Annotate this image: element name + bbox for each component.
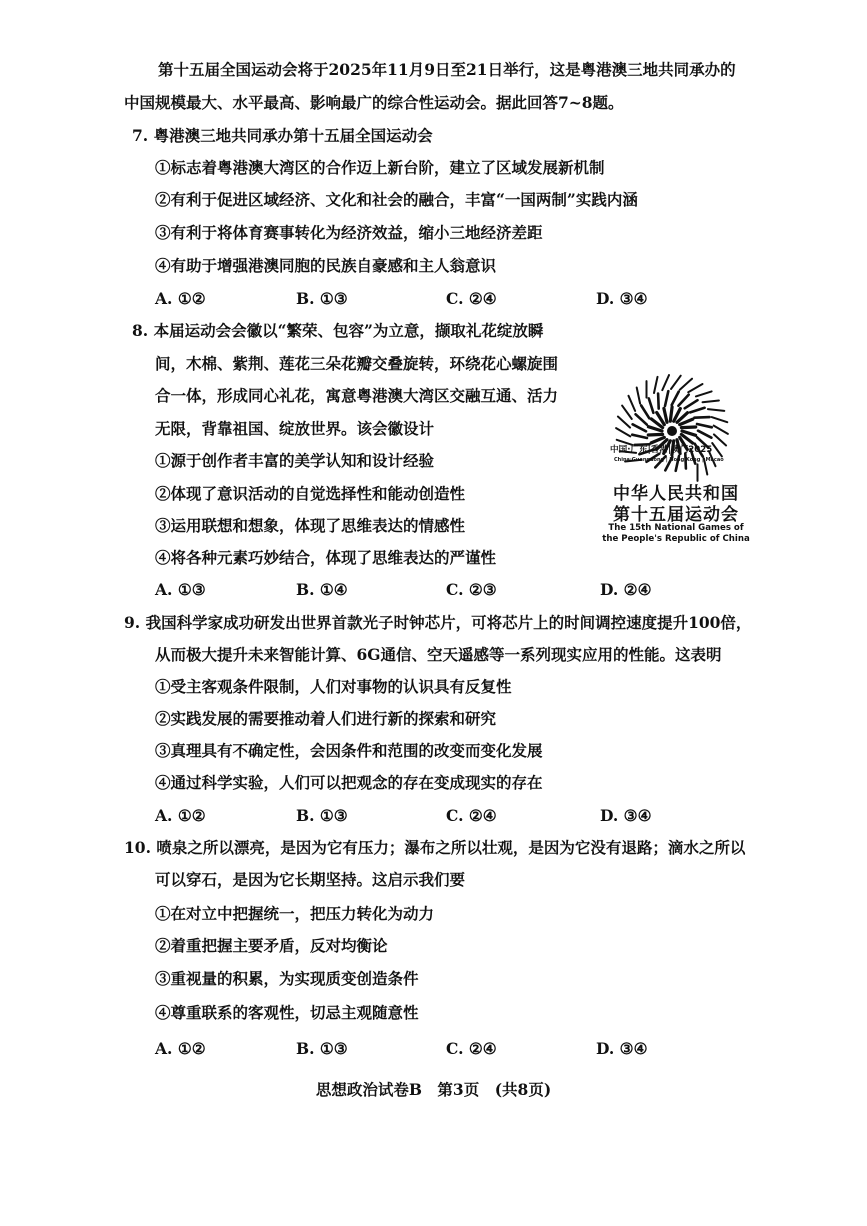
q8-option-c[interactable]: C. ②③ <box>446 580 497 599</box>
q10-option-a[interactable]: A. ①② <box>155 1039 206 1058</box>
q10-option-c[interactable]: C. ②④ <box>446 1039 497 1058</box>
emblem-petal <box>714 434 726 445</box>
emblem-petal <box>636 414 647 424</box>
q7-option-c[interactable]: C. ②④ <box>446 289 497 308</box>
q9-option-c[interactable]: C. ②④ <box>446 806 497 825</box>
emblem-place-zh: 中国·广东|香港|澳门2025 <box>610 445 713 455</box>
emblem-petal <box>637 388 640 404</box>
q10-stem-1: 10. 喷泉之所以漂亮，是因为它有压力；瀑布之所以壮观，是因为它没有退路；滴水之所以 <box>124 838 746 857</box>
q8-stem-3: 合一体，形成同心礼花，寓意粤港澳大湾区交融互通、活力 <box>155 386 559 405</box>
q9-item-4: ④通过科学实验，人们可以把观念的存在变成现实的存在 <box>155 773 543 792</box>
q10-option-d[interactable]: D. ③④ <box>596 1039 648 1058</box>
q8-option-a[interactable]: A. ①③ <box>155 580 206 599</box>
q10-item-3: ③重视量的积累，为实现质变创造条件 <box>155 969 419 988</box>
emblem-petal <box>633 424 646 431</box>
emblem-petal <box>694 417 709 418</box>
q8-stem-1: 8. 本届运动会会徽以“繁荣、包容”为立意，撷取礼花绽放瞬 <box>132 321 544 340</box>
emblem-title-en-2: the People's Republic of China <box>602 534 750 544</box>
emblem-petal <box>680 379 692 390</box>
emblem-petal <box>690 408 704 413</box>
page-footer: 思想政治试卷B 第3页 (共8页) <box>315 1080 552 1099</box>
emblem-petal <box>665 391 668 406</box>
intro-line-2: 中国规模最大、水平最高、影响最广的综合性运动会。据此回答7~8题。 <box>124 93 624 112</box>
emblem-petal <box>703 401 719 403</box>
emblem-title-zh-1: 中华人民共和国 <box>613 484 739 504</box>
emblem-petal <box>698 431 711 438</box>
q10-stem-2: 可以穿石，是因为它长期坚持。这启示我们要 <box>155 870 466 889</box>
q8-item-3: ③运用联想和想象，体现了思维表达的情感性 <box>155 516 466 535</box>
q8-item-4: ④将各种元素巧妙结合，体现了思维表达的严谨性 <box>155 548 497 567</box>
emblem-petal <box>712 417 728 422</box>
q9-item-2: ②实践发展的需要推动着人们进行新的探索和研究 <box>155 709 497 728</box>
q7-item-1: ①标志着粤港澳大湾区的合作迈上新台阶，建立了区域发展新机制 <box>155 158 605 177</box>
emblem-petal <box>658 394 659 409</box>
emblem-title-zh-2: 第十五届运动会 <box>613 505 739 525</box>
emblem-title-zh <box>602 484 750 526</box>
q10-item-2: ②着重把握主要矛盾，反对均衡论 <box>155 936 388 955</box>
q10-option-b[interactable]: B. ①③ <box>296 1039 348 1058</box>
emblem-petal <box>618 417 630 428</box>
emblem-petal <box>678 395 688 406</box>
emblem-petal <box>714 426 728 434</box>
q7-option-b[interactable]: B. ①③ <box>296 289 348 308</box>
q9-stem-1: 9. 我国科学家成功研发出世界首款光子时钟芯片，可将芯片上的时间调控速度提升100倍， <box>124 613 752 632</box>
emblem-petal <box>654 377 658 393</box>
emblem-petal <box>685 400 698 408</box>
q8-option-d[interactable]: D. ②④ <box>600 580 652 599</box>
q10-item-1: ①在对立中把握统一，把压力转化为动力 <box>155 904 435 923</box>
q9-option-d[interactable]: D. ③④ <box>600 806 652 825</box>
q9-option-a[interactable]: A. ①② <box>155 806 206 825</box>
emblem-petal <box>632 435 647 438</box>
emblem-petal <box>616 428 630 436</box>
emblem-place-en: China·Guangdong | Hong Kong | Macao <box>614 457 724 463</box>
q7-stem: 7. 粤港澳三地共同承办第十五届全国运动会 <box>132 126 433 145</box>
q8-item-1: ①源于创作者丰富的美学认知和设计经验 <box>155 451 435 470</box>
emblem-petal <box>696 391 712 396</box>
emblem-petal <box>664 408 667 422</box>
q7-item-3: ③有利于将体育赛事转化为经济效益，缩小三地经济差距 <box>155 223 543 242</box>
q7-item-2: ②有利于促进区域经济、文化和社会的融合，丰富“一国两制”实践内涵 <box>155 190 638 209</box>
q9-item-3: ③真理具有不确定性，会因条件和范围的改变而变化发展 <box>155 741 543 760</box>
emblem-title-en-1: The 15th National Games of <box>608 523 744 533</box>
emblem-petal <box>649 398 654 412</box>
emblem-petal <box>662 375 669 390</box>
q8-stem-4: 无限，背靠祖国、绽放世界。该会徽设计 <box>155 419 435 438</box>
q9-option-b[interactable]: B. ①③ <box>296 806 348 825</box>
emblem-title-en <box>600 523 752 545</box>
emblem-petal <box>672 392 679 405</box>
q8-option-b[interactable]: B. ①④ <box>296 580 348 599</box>
q9-item-1: ①受主客观条件限制，人们对事物的认识具有反复性 <box>155 677 512 696</box>
emblem-petal <box>681 427 695 428</box>
q7-option-a[interactable]: A. ①② <box>155 289 206 308</box>
q9-stem-2: 从而极大提升未来智能计算、6G通信、空天遥感等一系列现实应用的性能。这表明 <box>155 645 722 664</box>
emblem-petal <box>697 424 712 427</box>
emblem-petal <box>648 434 662 435</box>
q8-item-2: ②体现了意识活动的自觉选择性和能动创造性 <box>155 484 466 503</box>
emblem-petal <box>671 376 681 389</box>
q7-option-d[interactable]: D. ③④ <box>596 289 648 308</box>
emblem-petal <box>622 406 632 419</box>
q7-item-4: ④有助于增强港澳同胞的民族自豪感和主人翁意识 <box>155 256 497 275</box>
q8-stem-2: 间，木棉、紫荆、莲花三朵花瓣交叠旋转，环绕花心螺旋围 <box>155 354 559 373</box>
emblem-petal <box>688 384 702 392</box>
emblem-petal <box>641 406 649 419</box>
emblem-petal <box>629 396 636 411</box>
q10-item-4: ④尊重联系的客观性，切忌主观随意性 <box>155 1003 419 1022</box>
emblem-petal <box>670 407 672 421</box>
intro-line-1: 第十五届全国运动会将于2025年11月9日至21日举行，这是粤港澳三地共同承办的 <box>158 60 736 79</box>
emblem-petal <box>708 409 724 411</box>
